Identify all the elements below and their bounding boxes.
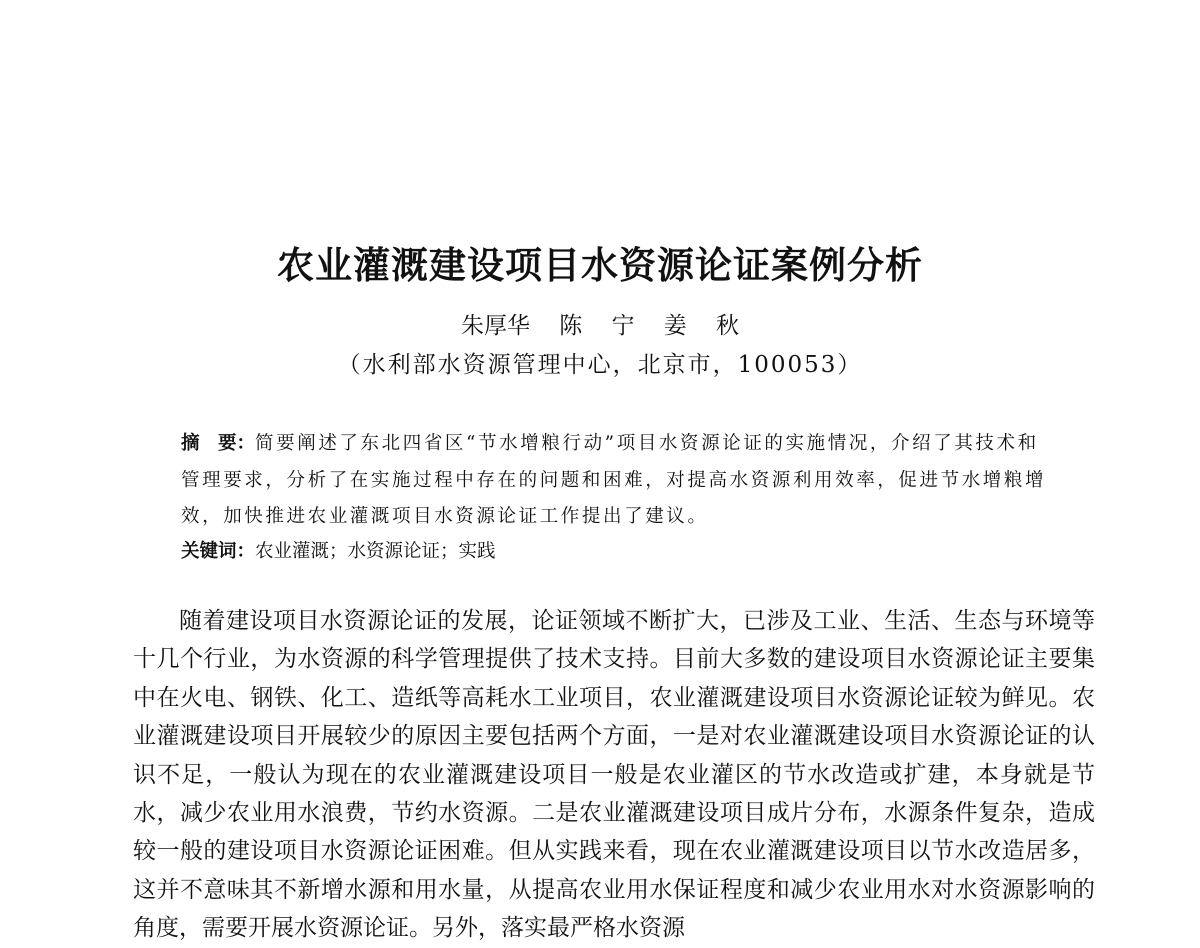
- keywords-text: 农业灌溉；水资源论证；实践: [255, 541, 496, 562]
- abstract-block: [181, 426, 1051, 536]
- paper-title: 农业灌溉建设项目水资源论证案例分析: [277, 244, 923, 287]
- author-list: 朱厚华 陈 宁 姜 秋: [461, 313, 739, 339]
- author-affiliation: （水利部水资源管理中心，北京市，100053）: [337, 352, 863, 378]
- keywords-block: [181, 534, 1051, 570]
- abstract-label: 摘 要：: [181, 433, 256, 454]
- body-paragraph: 随着建设项目水资源论证的发展，论证领域不断扩大，已涉及工业、生活、生态与环境等十几个行业，为水资源的科学管理提供了技术支持。目前大多数的建设项目水资源论证主要集中在火电、钢铁、化工、造纸等高耗水工业项目，农业灌溉建设项目水资源论证较为鲜见。农业灌溉建设项目开展较少的原因主要包括两个方面，一是对农业灌溉建设项目水资源论证的认识不足，一般认为现在的农业灌溉建设项目一般是农业灌区的节水改造或扩建，本身就是节水，减少农业用水浪费，节约水资源。二是农业灌溉建设项目成片分布，水源条件复杂，造成较一般的建设项目水资源论证困难。但从实践来看，现在农业灌溉建设项目以节水改造居多，这并不意味其不新增水源和用水量，从提高农业用水保证程度和减少农业用水对水资源影响的角度，需要开展水资源论证。另外，落实最严格水资源: [133, 608, 1095, 942]
- abstract-text: 简要阐述了东北四省区“节水增粮行动”项目水资源论证的实施情况，介绍了其技术和管理要求，分析了在实施过程中存在的问题和困难，对提高水资源利用效率，促进节水增粮增效，加快推进农业灌溉项目水资源论证工作提出了建议。: [181, 433, 1047, 527]
- keywords-label: 关键词：: [181, 541, 256, 562]
